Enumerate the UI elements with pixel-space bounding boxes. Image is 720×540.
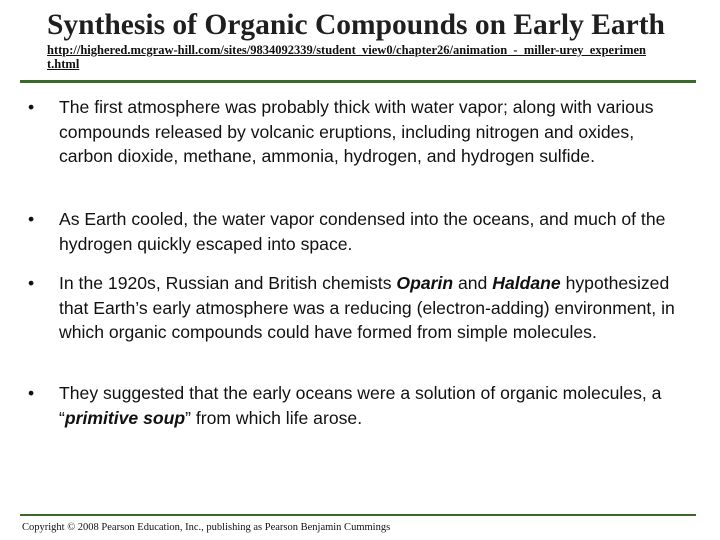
bullet-text: As Earth cooled, the water vapor condensed into the oceans, and much of the hydrogen quickly escaped into space.	[59, 209, 666, 254]
text-segment: hypothesized that Earth’s early atmosphere was a reducing (electron-adding) environment, in which organic compounds could have formed from simple molecules.	[59, 273, 675, 342]
emphasis-primitive-soup: primitive soup	[64, 407, 186, 428]
slide-title: Synthesis of Organic Compounds on Early Earth	[47, 9, 665, 41]
bullet-text	[59, 381, 679, 430]
bullet-marker: •	[28, 383, 35, 403]
footer-divider	[20, 514, 696, 516]
text-segment: In the 1920s, Russian and British chemists	[59, 273, 397, 293]
animation-link[interactable]: http://highered.mcgraw-hill.com/sites/9834092339/student_view0/chapter26/animation_-_miller-urey_experiment.html	[47, 43, 647, 71]
bullet-text	[59, 271, 679, 345]
emphasis-haldane: Haldane	[492, 273, 561, 293]
title-divider	[20, 80, 696, 83]
bullet-marker: •	[28, 273, 35, 293]
text-segment: and	[453, 273, 493, 293]
emphasis-oparin: Oparin	[396, 273, 454, 293]
text-segment: They suggested that the early oceans were a solution of organic molecules, a “	[59, 383, 662, 428]
copyright-notice: Copyright © 2008 Pearson Education, Inc., publishing as Pearson Benjamin Cummings	[22, 522, 391, 533]
bullet-text: The first atmosphere was probably thick with water vapor; along with various compounds released by volcanic eruptions, including nitrogen and oxides, carbon dioxide, methane, ammonia, hydrogen, and hydrogen sulfide.	[59, 97, 654, 166]
bullet-marker: •	[28, 97, 35, 117]
text-segment: ” from which life arose.	[185, 407, 363, 428]
bullet-marker: •	[28, 209, 35, 229]
